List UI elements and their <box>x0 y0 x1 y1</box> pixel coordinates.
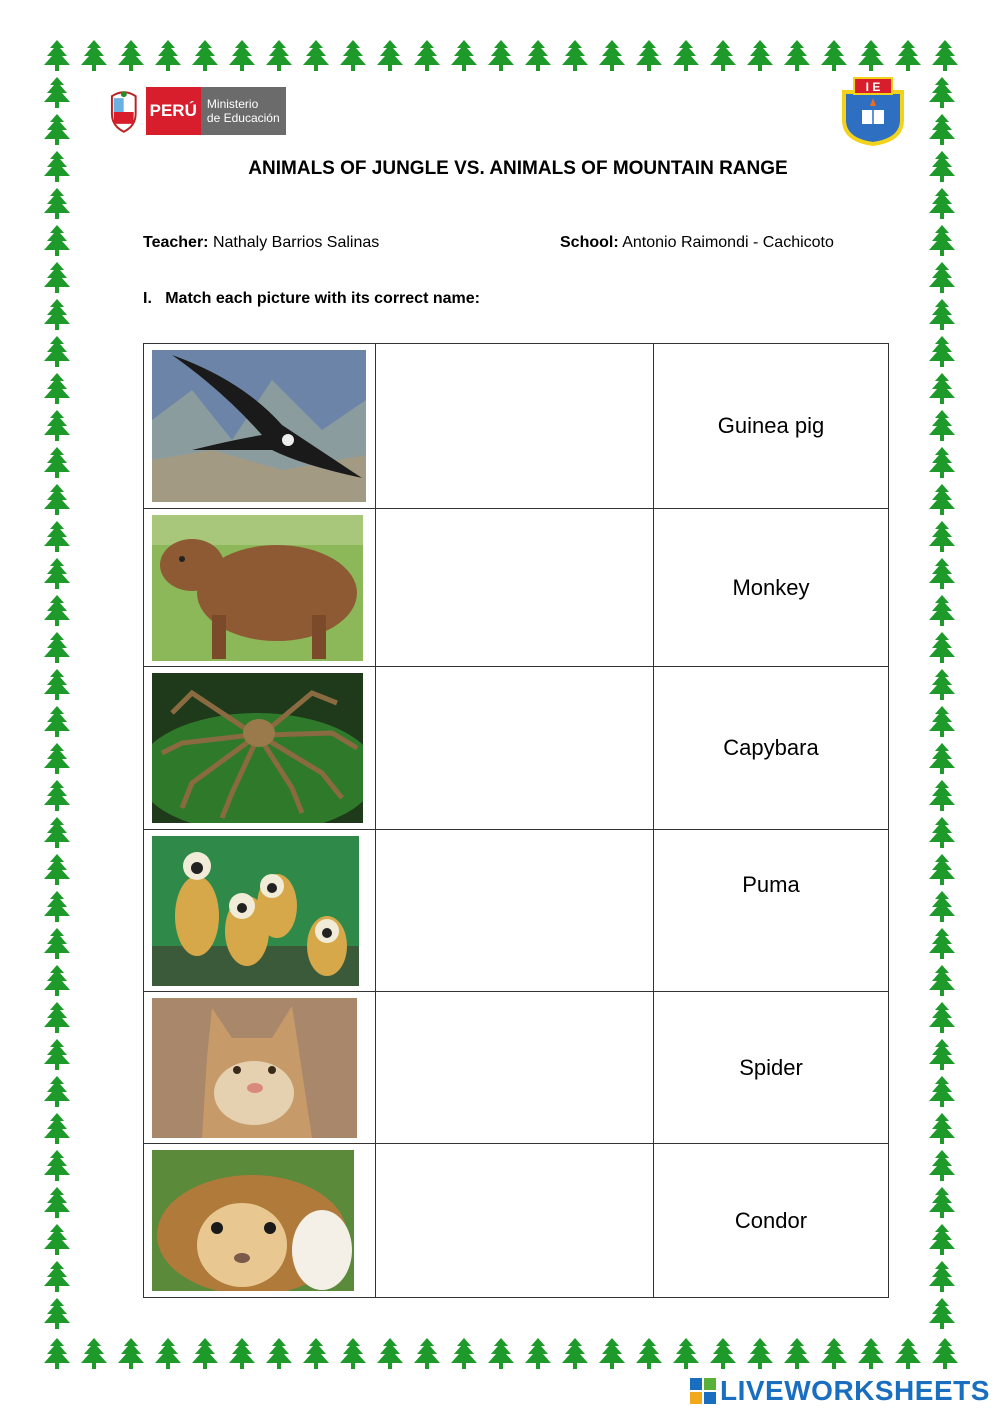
tree-icon <box>636 1338 662 1369</box>
tree-icon <box>192 1338 218 1369</box>
tree-icon <box>44 780 70 811</box>
animal-name: Puma <box>654 830 889 992</box>
tree-icon <box>929 595 955 626</box>
tree-icon <box>81 40 107 71</box>
liveworksheets-brand: LIVEWORKSHEETS <box>720 1375 990 1406</box>
tree-icon <box>562 1338 588 1369</box>
tree-icon <box>599 1338 625 1369</box>
tree-icon <box>377 1338 403 1369</box>
tree-icon <box>451 1338 477 1369</box>
tree-icon <box>44 669 70 700</box>
tree-icon <box>229 1338 255 1369</box>
tree-icon <box>932 40 958 71</box>
tree-icon <box>929 447 955 478</box>
teacher-line <box>143 234 379 252</box>
ministry-line-1: Ministerio <box>206 97 259 111</box>
ministry-logo <box>106 86 286 136</box>
tree-icon <box>44 1039 70 1070</box>
tree-icon <box>929 1298 955 1329</box>
tree-icon <box>929 484 955 515</box>
instruction-text: I. Match each picture with its correct name: <box>143 290 480 307</box>
picture-cell <box>144 667 376 830</box>
tree-icon <box>118 40 144 71</box>
tree-icon <box>929 965 955 996</box>
puma-picture <box>152 998 357 1138</box>
tree-icon <box>747 40 773 71</box>
condor-picture <box>152 350 366 502</box>
tree-icon <box>44 188 70 219</box>
tree-icon <box>929 854 955 885</box>
teacher-label: Teacher: <box>143 234 209 251</box>
answer-cell[interactable] <box>376 344 654 509</box>
tree-icon <box>44 854 70 885</box>
tree-icon <box>525 40 551 71</box>
school-label: School: <box>560 234 619 251</box>
tree-icon <box>929 521 955 552</box>
tree-icon <box>673 40 699 71</box>
tree-icon <box>929 558 955 589</box>
tree-icon <box>929 1224 955 1255</box>
monkey-picture <box>152 836 359 986</box>
answer-cell[interactable] <box>376 1144 654 1298</box>
liveworksheets-icon <box>690 1378 716 1404</box>
tree-icon <box>44 1076 70 1107</box>
school-name: Antonio Raimondi - Cachicoto <box>622 234 834 251</box>
tree-icon <box>44 632 70 663</box>
tree-icon <box>929 373 955 404</box>
tree-icon <box>118 1338 144 1369</box>
tree-icon <box>929 891 955 922</box>
tree-icon <box>44 521 70 552</box>
picture-cell <box>144 992 376 1144</box>
tree-icon <box>929 1113 955 1144</box>
tree-icon <box>44 928 70 959</box>
peru-label: PERÚ <box>146 87 201 135</box>
tree-icon <box>929 77 955 108</box>
table-row <box>144 1144 889 1298</box>
ministry-name <box>201 87 286 135</box>
matching-table <box>143 343 889 1298</box>
tree-icon <box>636 40 662 71</box>
tree-icon <box>929 1076 955 1107</box>
tree-icon <box>710 1338 736 1369</box>
tree-icon <box>747 1338 773 1369</box>
tree-icon <box>303 1338 329 1369</box>
tree-icon <box>303 40 329 71</box>
tree-icon <box>929 632 955 663</box>
tree-icon <box>44 225 70 256</box>
tree-icon <box>929 225 955 256</box>
tree-icon <box>192 40 218 71</box>
tree-icon <box>229 40 255 71</box>
tree-icon <box>929 1187 955 1218</box>
tree-icon <box>929 299 955 330</box>
tree-icon <box>929 1039 955 1070</box>
picture-cell <box>144 830 376 992</box>
tree-icon <box>932 1338 958 1369</box>
animal-name: Monkey <box>654 509 889 667</box>
tree-icon <box>929 669 955 700</box>
tree-icon <box>155 40 181 71</box>
animal-name: Spider <box>654 992 889 1144</box>
tree-icon <box>929 928 955 959</box>
tree-icon <box>858 40 884 71</box>
tree-icon <box>44 262 70 293</box>
animal-name: Condor <box>654 1144 889 1298</box>
school-logo-text: I E <box>865 80 881 94</box>
tree-icon <box>929 262 955 293</box>
tree-icon <box>44 40 70 71</box>
tree-icon <box>821 40 847 71</box>
tree-icon <box>44 743 70 774</box>
school-logo <box>838 74 908 146</box>
tree-icon <box>784 1338 810 1369</box>
tree-icon <box>710 40 736 71</box>
tree-icon <box>44 1002 70 1033</box>
picture-cell <box>144 509 376 667</box>
tree-icon <box>44 595 70 626</box>
tree-icon <box>44 299 70 330</box>
tree-icon <box>44 891 70 922</box>
capybara-picture <box>152 515 363 661</box>
tree-icon <box>44 1338 70 1369</box>
tree-icon <box>929 780 955 811</box>
coat-of-arms-icon <box>106 88 142 134</box>
tree-icon <box>44 1224 70 1255</box>
tree-icon <box>929 1002 955 1033</box>
tree-icon <box>929 410 955 441</box>
page-title: ANIMALS OF JUNGLE VS. ANIMALS OF MOUNTAIN RANGE <box>248 158 788 179</box>
tree-icon <box>784 40 810 71</box>
ministry-line-2: de Educación <box>206 111 280 125</box>
picture-cell <box>144 344 376 509</box>
tree-icon <box>44 77 70 108</box>
tree-icon <box>929 817 955 848</box>
answer-cell[interactable] <box>376 992 654 1144</box>
table-row <box>144 667 889 830</box>
tree-icon <box>44 1298 70 1329</box>
tree-icon <box>44 1187 70 1218</box>
tree-icon <box>929 743 955 774</box>
tree-icon <box>44 706 70 737</box>
tree-icon <box>44 817 70 848</box>
tree-icon <box>44 114 70 145</box>
tree-icon <box>414 1338 440 1369</box>
tree-icon <box>340 40 366 71</box>
tree-icon <box>44 447 70 478</box>
tree-icon <box>414 40 440 71</box>
tree-icon <box>858 1338 884 1369</box>
tree-icon <box>525 1338 551 1369</box>
tree-icon <box>821 1338 847 1369</box>
animal-name: Guinea pig <box>654 344 889 509</box>
table-row <box>144 992 889 1144</box>
answer-cell[interactable] <box>376 667 654 830</box>
tree-icon <box>44 1150 70 1181</box>
guinea-pig-picture <box>152 1150 354 1291</box>
tree-icon <box>81 1338 107 1369</box>
school-line <box>560 234 834 252</box>
tree-icon <box>44 484 70 515</box>
tree-icon <box>929 1150 955 1181</box>
tree-icon <box>377 40 403 71</box>
tree-icon <box>673 1338 699 1369</box>
tree-icon <box>44 1261 70 1292</box>
answer-cell[interactable] <box>376 509 654 667</box>
table-row <box>144 830 889 992</box>
answer-cell[interactable] <box>376 830 654 992</box>
tree-icon <box>44 558 70 589</box>
tree-icon <box>44 1113 70 1144</box>
tree-icon <box>929 706 955 737</box>
tree-icon <box>44 336 70 367</box>
tree-icon <box>929 336 955 367</box>
spider-picture <box>152 673 363 823</box>
tree-icon <box>929 188 955 219</box>
tree-icon <box>44 410 70 441</box>
tree-icon <box>266 1338 292 1369</box>
tree-icon <box>266 40 292 71</box>
tree-icon <box>562 40 588 71</box>
tree-icon <box>929 114 955 145</box>
liveworksheets-logo <box>690 1375 990 1407</box>
tree-icon <box>895 1338 921 1369</box>
tree-icon <box>599 40 625 71</box>
tree-icon <box>895 40 921 71</box>
tree-icon <box>488 1338 514 1369</box>
tree-icon <box>340 1338 366 1369</box>
tree-icon <box>451 40 477 71</box>
tree-icon <box>44 373 70 404</box>
tree-icon <box>929 1261 955 1292</box>
teacher-name: Nathaly Barrios Salinas <box>212 234 380 251</box>
tree-icon <box>155 1338 181 1369</box>
picture-cell <box>144 1144 376 1298</box>
tree-icon <box>488 40 514 71</box>
tree-icon <box>44 965 70 996</box>
animal-name: Capybara <box>654 667 889 830</box>
table-row <box>144 509 889 667</box>
table-row <box>144 344 889 509</box>
